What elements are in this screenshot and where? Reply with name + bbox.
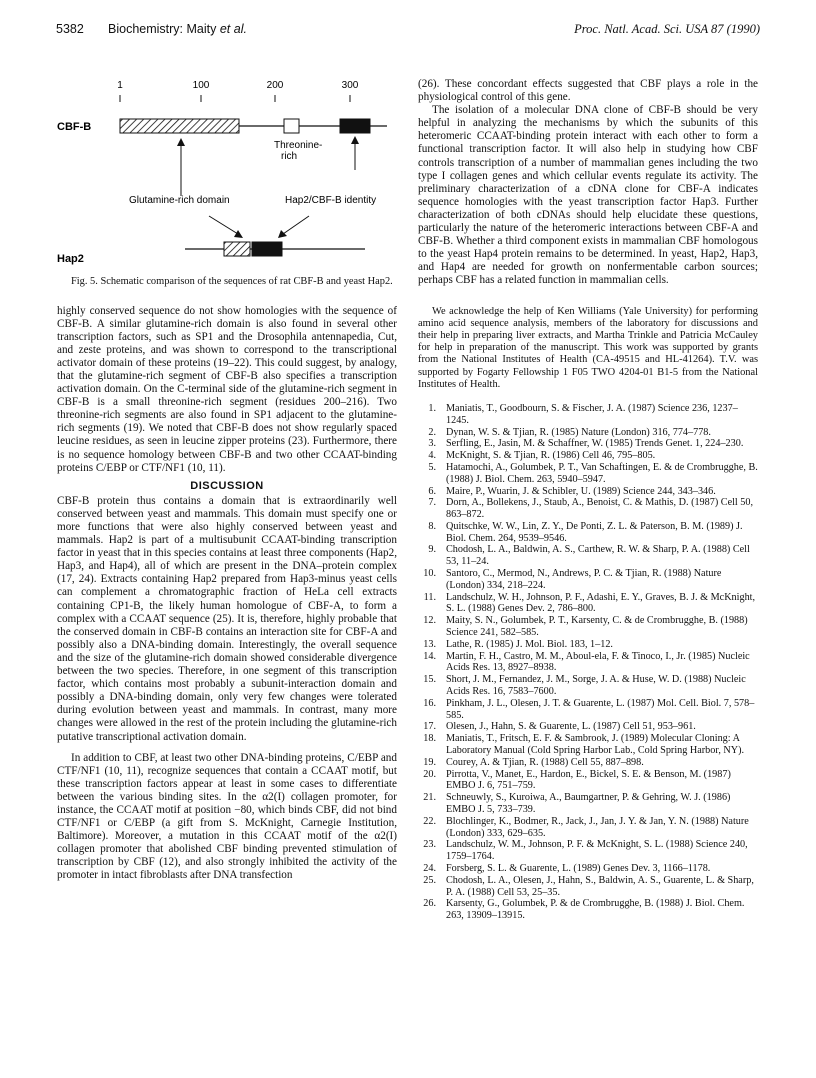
reference-text: Maire, P., Wuarin, J. & Schibler, U. (1989) Science 244, 343–346. (446, 485, 716, 497)
reference-item (418, 674, 758, 698)
journal-author-line (108, 22, 247, 36)
figure-5-diagram (57, 78, 397, 270)
reference-item (418, 438, 758, 450)
figure-caption: Fig. 5. Schematic comparison of the sequences of rat CBF-B and yeast Hap2. (71, 276, 393, 287)
reference-number: 5. (428, 461, 436, 473)
reference-text: Forsberg, S. L. & Guarente, L. (1989) Genes Dev. 3, 1166–1178. (446, 863, 711, 874)
reference-number: 2. (428, 426, 436, 438)
glutamine-domain-label: Glutamine-rich domain (129, 195, 230, 206)
journal-author: Biochemistry: Maity (108, 22, 217, 36)
reference-item (418, 875, 758, 899)
reference-item (418, 698, 758, 722)
body-paragraph: (26). These concordant effects suggested that CBF plays a role in the physiological control of this gene. (418, 78, 758, 104)
cbf-b-glutamine-domain (120, 119, 239, 133)
reference-item (418, 592, 758, 616)
journal-citation: Proc. Natl. Acad. Sci. USA 87 (1990) (574, 22, 760, 36)
reference-text: Dynan, W. S. & Tjian, R. (1985) Nature (London) 316, 774–778. (446, 426, 711, 438)
reference-text: Maniatis, T., Goodbourn, S. & Fischer, J. A. (1987) Science 236, 1237–1245. (446, 402, 738, 426)
reference-number: 14. (423, 650, 436, 662)
reference-number: 9. (428, 544, 436, 556)
reference-number: 10. (423, 568, 436, 580)
reference-number: 18. (423, 733, 436, 745)
reference-item (418, 462, 758, 486)
reference-text: Landschulz, W. M., Johnson, P. F. & McKnight, S. L. (1988) Science 240, 1759–1764. (446, 839, 748, 863)
reference-item (418, 757, 758, 769)
reference-number: 7. (428, 497, 436, 509)
reference-text: Dorn, A., Bollekens, J., Staub, A., Benoist, C. & Mathis, D. (1987) Cell 50, 863–872. (446, 497, 754, 521)
reference-text: Hatamochi, A., Golumbek, P. T., Van Schaftingen, E. & de Crombrugghe, B. (1988) J. Biol. Chem. 263, 5940–5947. (446, 461, 758, 485)
reference-text: Pirrotta, V., Manet, E., Hardon, E., Bickel, S. E. & Benson, M. (1987) EMBO J. 6, 751–759. (446, 768, 731, 792)
cbf-b-identity-domain (340, 119, 370, 133)
reference-number: 15. (423, 674, 436, 686)
reference-text: Karsenty, G., Golumbek, P. & de Crombrugghe, B. (1988) J. Biol. Chem. 263, 13909–13915. (446, 898, 745, 922)
reference-number: 24. (423, 863, 436, 874)
figure-5 (57, 78, 397, 270)
hap2-identity-domain (252, 242, 282, 256)
reference-number: 6. (428, 485, 436, 497)
reference-text: Pinkham, J. L., Olesen, J. T. & Guarente, L. (1987) Mol. Cell. Biol. 7, 578–585. (446, 697, 755, 721)
reference-text: McKnight, S. & Tjian, R. (1986) Cell 46, 795–805. (446, 450, 656, 462)
reference-item (418, 639, 758, 651)
reference-list (418, 403, 758, 922)
reference-text: Serfling, E., Jasin, M. & Schaffner, W. (1985) Trends Genet. 1, 224–230. (446, 438, 744, 450)
page-number: 5382 (56, 22, 84, 36)
reference-number: 3. (428, 438, 436, 450)
reference-item (418, 450, 758, 462)
scale-label-1: 1 (117, 80, 123, 91)
reference-text: Quitschke, W. W., Lin, Z. Y., De Ponti, Z. L. & Paterson, B. M. (1989) J. Biol. Chem. 264, 9539–9546. (446, 520, 743, 544)
scale-label-300: 300 (341, 80, 359, 91)
hap2-label: Hap2 (57, 253, 84, 265)
glutamine-arrow-down-head (234, 230, 243, 238)
threonine-label-2: rich (281, 151, 298, 162)
threonine-label: Threonine- (274, 140, 323, 151)
reference-number: 13. (423, 638, 436, 650)
reference-text: Olesen, J., Hahn, S. & Guarente, L. (1987) Cell 51, 953–961. (446, 721, 696, 733)
reference-item (418, 615, 758, 639)
section-heading-discussion: DISCUSSION (190, 479, 264, 492)
reference-item (418, 521, 758, 545)
reference-text: Chodosh, L. A., Baldwin, A. S., Carthew, R. W. & Sharp, P. A. (1988) Cell 53, 11–24. (446, 544, 750, 568)
reference-item (418, 403, 758, 427)
reference-number: 16. (423, 697, 436, 709)
cbf-b-label: CBF-B (57, 121, 92, 133)
et-al: et al. (219, 22, 247, 36)
reference-number: 26. (423, 898, 436, 910)
scale-label-100: 100 (192, 80, 210, 91)
reference-text: Courey, A. & Tjian, R. (1988) Cell 55, 887–898. (446, 756, 644, 768)
reference-number: 11. (423, 591, 436, 603)
reference-number: 21. (423, 792, 436, 804)
reference-text: Chodosh, L. A., Olesen, J., Hahn, S., Baldwin, A. S., Guarente, L. & Sharp, P. A. (1988) Cell 53, 25–35. (446, 874, 754, 898)
reference-item (418, 792, 758, 816)
reference-item (418, 486, 758, 498)
body-paragraph: In addition to CBF, at least two other DNA-binding proteins, C/EBP and CTF/NF1 (10, 11), recognize sequences that contain a CCAAT motif, but these transcription factors appear at least in some cases to differentiate between the various binding sites. In the α2(I) collagen promoter, for instance, the CCAAT motif at position −80, which binds CBF, did not bind CTF/NF1 or C/EBP (a gift from S. McKnight, Carnegie Institution, Baltimore). Moreover, a mutation in this CCAAT motif of the α2(I) collagen promoter that abolished CBF binding prevented stimulation of transcription by CBF (12), and also strongly inhibited the activity of the promoter in intact fibroblasts after DNA transfection (57, 751, 397, 882)
reference-number: 1. (428, 402, 436, 414)
reference-number: 12. (423, 615, 436, 627)
reference-item (418, 568, 758, 592)
reference-number: 19. (423, 756, 436, 768)
left-column (57, 78, 397, 883)
cbf-b-threonine-segment (284, 119, 299, 133)
reference-item (418, 651, 758, 675)
acknowledgment: We acknowledge the help of Ken Williams (Yale University) for performing amino acid sequence analysis, members of the laboratory for discussions and their help in preparing liver extracts, and Martha Trinkle and Patricia McCauley for help in preparation of the manuscript. This work was supported by grants from the National Institutes of Health (CA-49515 and HL-41264). T.V. was supported by Fogarty Fellowship 1 F05 TWO 4204-01 B1-5 from the National Institutes of Health. (418, 305, 758, 390)
reference-number: 25. (423, 874, 436, 886)
reference-text: Maity, S. N., Golumbek, P. T., Karsenty, C. & de Crombrugghe, B. (1988) Science 241, 582–585. (446, 615, 748, 639)
reference-item (418, 544, 758, 568)
reference-text: Martin, F. H., Castro, M. M., Aboul-ela, F. & Tinoco, I., Jr. (1985) Nucleic Acids Res. 13, 8927–8938. (446, 650, 750, 674)
reference-item (418, 816, 758, 840)
body-paragraph: highly conserved sequence do not show homologies with the sequence of CBF-B. A similar glutamine-rich domain is also found in several other transcription factors, such as SP1 and the Drosophila antennapedia, Cut, and zeste proteins, and was shown to correspond to the transcriptional activator domain of these proteins (19–22). This could suggest, by analogy, that the glutamine-rich segment of CBF-B also specifies a transcription activation domain. On the C-terminal side of the glutamine-rich segment in CBF-B is a small threonine-rich segment (residues 200–216). Two threonine-rich segments are also found in SP1 adjacent to the glutamine-rich segments (19). We noted that CBF-B does not show regularly spaced leucine residues, as seen in leucine zipper proteins (23). Furthermore, there is no sequence homology between CBF-B and two other CCAAT-binding proteins C/EBP or CTF/NF1 (10, 11). (57, 304, 397, 474)
reference-item (418, 721, 758, 733)
identity-arrow-up-head (351, 136, 359, 144)
glutamine-arrow-up-head (177, 138, 185, 146)
identity-arrow-down-head (278, 230, 287, 238)
reference-text: Schneuwly, S., Kuroiwa, A., Baumgartner, P. & Gehring, W. J. (1986) EMBO J. 5, 733–739. (446, 792, 731, 816)
glutamine-arrow-down (209, 216, 238, 234)
reference-number: 4. (428, 450, 436, 462)
running-header (56, 22, 760, 38)
reference-number: 17. (423, 721, 436, 733)
reference-text: Short, J. M., Fernandez, J. M., Sorge, J. A. & Huse, W. D. (1988) Nucleic Acids Res. 16, 7583–7600. (446, 674, 746, 698)
body-paragraph: The isolation of a molecular DNA clone of CBF-B should be very helpful in analyzing the mechanisms by which the subunits of this heteromeric CCAAT-binding protein interact with each other to form a functional transcription factor. It will also help in studying how CBF controls transcription of a number of mammalian genes including the two type I collagen genes and which cellular events regulate its activity. The preliminary characterization of a cDNA clone for CBF-A indicates sequence homologies with the yeast transcription factor Hap3. Further characterization of both cDNAs should help elucidate these questions, particularly the nature of the heteromeric interactions between CBF-A and CBF-B. Whether a third component exists in mammalian CBF homologous to the yeast Hap4 protein remains to be determined. In yeast, Hap2, Hap3, and Hap4 are needed for growth on nonfermentable carbon sources; perhaps CBF has a related function in mammalian cells. (418, 104, 758, 287)
reference-item (418, 769, 758, 793)
reference-number: 23. (423, 839, 436, 851)
reference-text: Lathe, R. (1985) J. Mol. Biol. 183, 1–12. (446, 638, 613, 650)
reference-text: Maniatis, T., Fritsch, E. F. & Sambrook, J. (1989) Molecular Cloning: A Laboratory Manual (Cold Spring Harbor Lab., Cold Spring Harbor, NY). (446, 733, 745, 757)
reference-item (418, 427, 758, 439)
reference-item (418, 863, 758, 875)
hap2-glutamine-domain (224, 242, 250, 256)
reference-item (418, 898, 758, 922)
reference-number: 22. (423, 815, 436, 827)
right-column (418, 78, 758, 922)
reference-text: Santoro, C., Mermod, N., Andrews, P. C. & Tjian, R. (1988) Nature (London) 334, 218–224. (446, 568, 722, 591)
reference-text: Blochlinger, K., Bodmer, R., Jack, J., Jan, J. Y. & Jan, Y. N. (1988) Nature (London) 333, 629–635. (446, 815, 749, 839)
scale-label-200: 200 (266, 80, 284, 91)
identity-label: Hap2/CBF-B identity (285, 195, 377, 206)
reference-item (418, 839, 758, 863)
reference-number: 8. (428, 520, 436, 532)
reference-item (418, 497, 758, 521)
reference-number: 20. (423, 768, 436, 780)
body-paragraph: CBF-B protein thus contains a domain that is extraordinarily well conserved between yeast and mammals. This domain must specify one or more functions that were also highly conserved between yeast and mammals. Hap2 is part of a multisubunit CCAAT-binding transcription factor in yeast that in this species contains at least three components (Hap2, Hap3, and Hap4), all of which are present in the DNA–protein complex (17, 24). Extracts containing Hap2 prepared from Hap3-minus yeast cells can complement a chromatographic fraction of HeLa cell extracts containing CP1-B, the likely human homologue of CBF-A, to form a complex with a CCAAT sequence (25). It is, therefore, highly probable that the conserved domain in CBF-B contains an interaction site for CBF-A and possibly also a DNA-binding domain. Interestingly, the overall sequence and the size of the glutamine-rich domain showed considerable divergence between the two species. Therefore, in one segment of this transcription factor, which contains most probably a subunit-interaction domain and possibly a DNA-binding domain, only very few changes were tolerated during evolution between yeast and mammals. In contrast, many more changes were allowed in the rest of the protein including the glutamine-rich putative transcriptional activation domain. (57, 494, 397, 743)
reference-item (418, 733, 758, 757)
reference-text: Landschulz, W. H., Johnson, P. F., Adashi, E. Y., Graves, B. J. & McKnight, S. L. (1988) Genes Dev. 2, 786–800. (446, 591, 756, 615)
identity-arrow-down (283, 216, 309, 234)
